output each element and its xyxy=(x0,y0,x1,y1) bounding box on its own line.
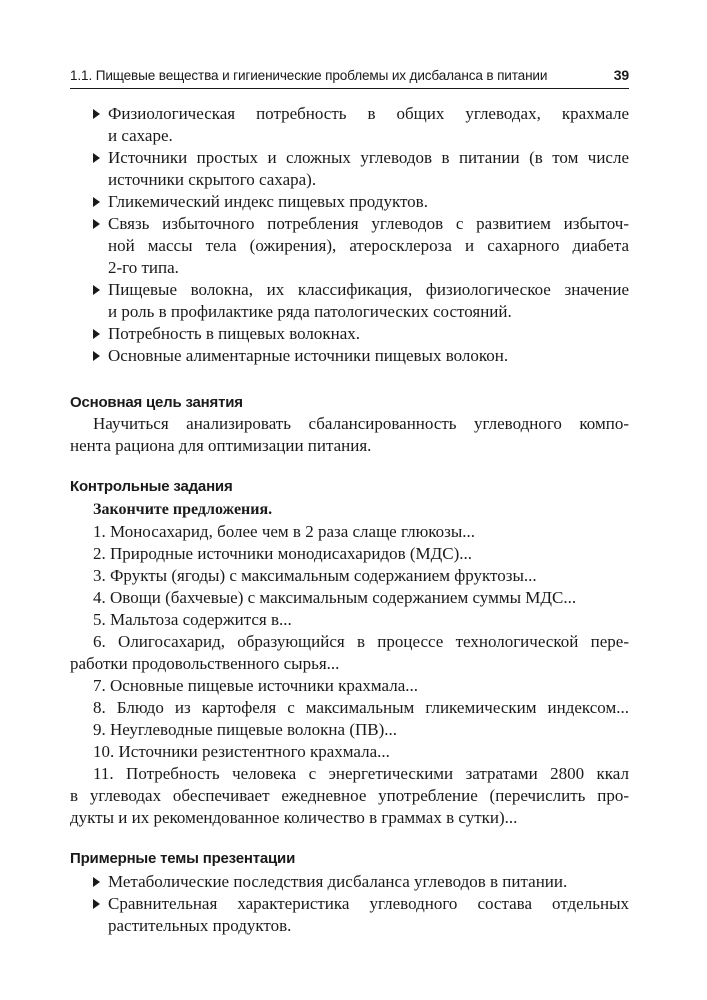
header-title: 1.1. Пищевые вещества и гигиенические проблемы их дисбаланса в питании xyxy=(70,68,548,83)
task-item: 4. Овощи (бахчевые) с максимальным содержанием суммы МДС... xyxy=(93,588,577,607)
triangle-bullet-icon xyxy=(93,899,100,909)
topic-item xyxy=(70,323,629,345)
triangle-bullet-icon xyxy=(93,285,100,295)
topics-list xyxy=(70,103,629,367)
task-line: в углеводах обеспечивает ежедневное употребление (перечислить про- xyxy=(70,786,629,805)
task-item xyxy=(70,631,629,675)
topic-item xyxy=(70,279,629,323)
task-item: 3. Фрукты (ягоды) с максимальным содержанием фруктозы... xyxy=(93,566,537,585)
topic-line: Физиологическая потребность в общих углеводах, крахмале xyxy=(108,104,629,123)
task-item xyxy=(70,763,629,829)
topic-line: 2-го типа. xyxy=(108,258,179,277)
task-item: 7. Основные пищевые источники крахмала... xyxy=(93,676,419,695)
task-line: 6. Олигосахарид, образующийся в процессе технологической пере- xyxy=(93,632,629,651)
presentation-line: растительных продуктов. xyxy=(108,916,292,935)
task-item: 2. Природные источники монодисахаридов (МДС)... xyxy=(93,544,472,563)
topic-line: Источники простых и сложных углеводов в питании (в том числе xyxy=(108,148,629,167)
topic-item xyxy=(70,103,629,147)
page-content xyxy=(70,103,629,937)
topic-line: Пищевые волокна, их классификация, физиологическое значение xyxy=(108,280,629,299)
topic-line: и роль в профилактике ряда патологических состояний. xyxy=(108,302,512,321)
triangle-bullet-icon xyxy=(93,351,100,361)
tasks-instruction: Закончите предложения. xyxy=(93,501,273,518)
presentation-line: Метаболические последствия дисбаланса углеводов в питании. xyxy=(108,872,568,891)
task-item: 9. Неуглеводные пищевые волокна (ПВ)... xyxy=(93,720,398,739)
task-line: 11. Потребность человека с энергетическими затратами 2800 ккал xyxy=(93,764,629,783)
triangle-bullet-icon xyxy=(93,329,100,339)
presentations-heading: Примерные темы презентации xyxy=(70,850,296,867)
task-item: 1. Моносахарид, более чем в 2 раза слаще глюкозы... xyxy=(93,522,476,541)
topic-item xyxy=(70,191,629,213)
page-number: 39 xyxy=(613,67,629,83)
topic-line: источники скрытого сахара). xyxy=(108,170,317,189)
topic-item xyxy=(70,147,629,191)
goal-heading: Основная цель занятия xyxy=(70,394,243,411)
task-item: 10. Источники резистентного крахмала... xyxy=(93,742,390,761)
task-line: дукты и их рекомендованное количество в граммах в сутки)... xyxy=(70,808,518,827)
topic-line: Основные алиментарные источники пищевых волокон. xyxy=(108,346,509,365)
presentation-item xyxy=(70,871,629,893)
topic-line: Гликемический индекс пищевых продуктов. xyxy=(108,192,428,211)
goal-line: нента рациона для оптимизации питания. xyxy=(70,436,372,455)
goal-text xyxy=(70,413,629,457)
topic-line: Связь избыточного потребления углеводов с развитием избыточ- xyxy=(108,214,629,233)
task-line: работки продовольственного сырья... xyxy=(70,654,340,673)
triangle-bullet-icon xyxy=(93,109,100,119)
triangle-bullet-icon xyxy=(93,197,100,207)
running-header xyxy=(70,66,629,89)
task-item: 8. Блюдо из картофеля с максимальным гликемическим индексом... xyxy=(93,698,629,717)
presentation-line: Сравнительная характеристика углеводного состава отдельных xyxy=(108,894,629,913)
topic-item xyxy=(70,213,629,279)
triangle-bullet-icon xyxy=(93,877,100,887)
topic-line: Потребность в пищевых волокнах. xyxy=(108,324,361,343)
presentations-list xyxy=(70,871,629,937)
triangle-bullet-icon xyxy=(93,153,100,163)
tasks-list xyxy=(70,521,629,829)
topic-line: ной массы тела (ожирения), атеросклероза и сахарного диабета xyxy=(108,236,629,255)
tasks-heading: Контрольные задания xyxy=(70,478,233,495)
topic-item xyxy=(70,345,629,367)
goal-line: Научиться анализировать сбалансированность углеводного компо- xyxy=(93,414,629,433)
presentation-item xyxy=(70,893,629,937)
triangle-bullet-icon xyxy=(93,219,100,229)
task-item: 5. Мальтоза содержится в... xyxy=(93,610,292,629)
topic-line: и сахаре. xyxy=(108,126,173,145)
